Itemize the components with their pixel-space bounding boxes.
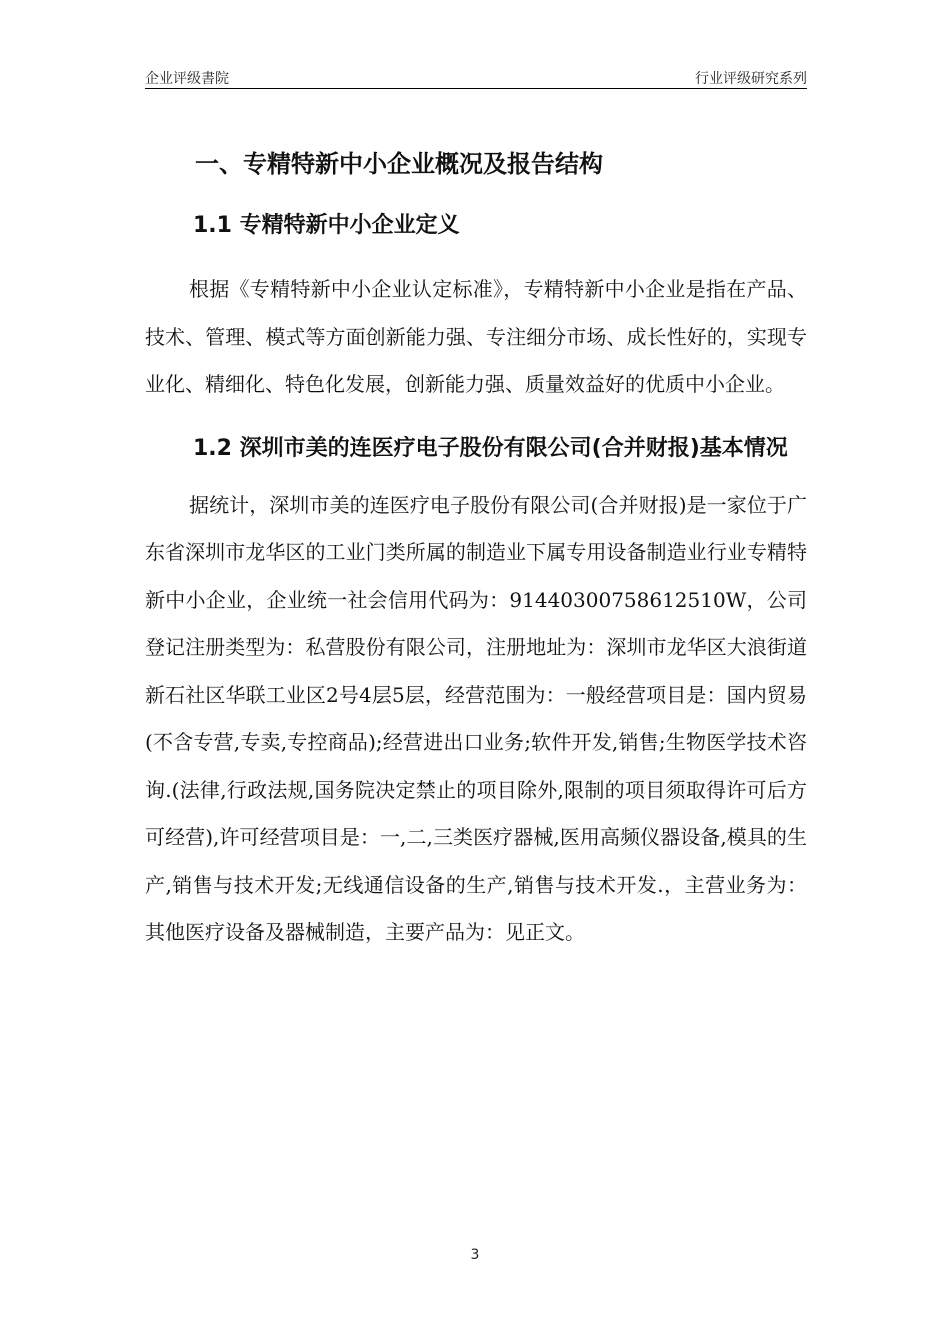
- header-left-text: 企业评级書院: [145, 71, 229, 87]
- section-paragraph-1-1: 根据《专精特新中小企业认定标准》，专精特新中小企业是指在产品、技术、管理、模式等方面创新能力强、专注细分市场、成长性好的，实现专业化、精细化、特色化发展，创新能力强、质量效益好的优质中小企业。: [145, 277, 807, 396]
- page-title: 一、专精特新中小企业概况及报告结构: [195, 150, 603, 178]
- page-number: 3: [470, 1247, 480, 1263]
- document-body: [145, 140, 807, 957]
- page-header: [145, 66, 807, 89]
- section-heading-1-2: 1.2 深圳市美的连医疗电子股份有限公司(合并财报)基本情况: [193, 435, 788, 461]
- section-paragraph-1-2: 据统计，深圳市美的连医疗电子股份有限公司(合并财报)是一家位于广东省深圳市龙华区的工业门类所属的制造业下属专用设备制造业行业专精特新中小企业，企业统一社会信用代码为：91440300758612510W，公司登记注册类型为：私营股份有限公司，注册地址为：深圳市龙华区大浪街道新石社区华联工业区2号4层5层，经营范围为：一般经营项目是：国内贸易(不含专营,专卖,专控商品);经营进出口业务;软件开发,销售;生物医学技术咨询.(法律,行政法规,国务院决定禁止的项目除外,限制的项目须取得许可后方可经营),许可经营项目是：一,二,三类医疗器械,医用高频仪器设备,模具的生产,销售与技术开发;无线通信设备的生产,销售与技术开发.，主营业务为：其他医疗设备及器械制造，主要产品为：见正文。: [145, 492, 807, 944]
- section-heading-1-1: 1.1 专精特新中小企业定义: [193, 213, 460, 238]
- header-right-text: 行业评级研究系列: [695, 71, 807, 87]
